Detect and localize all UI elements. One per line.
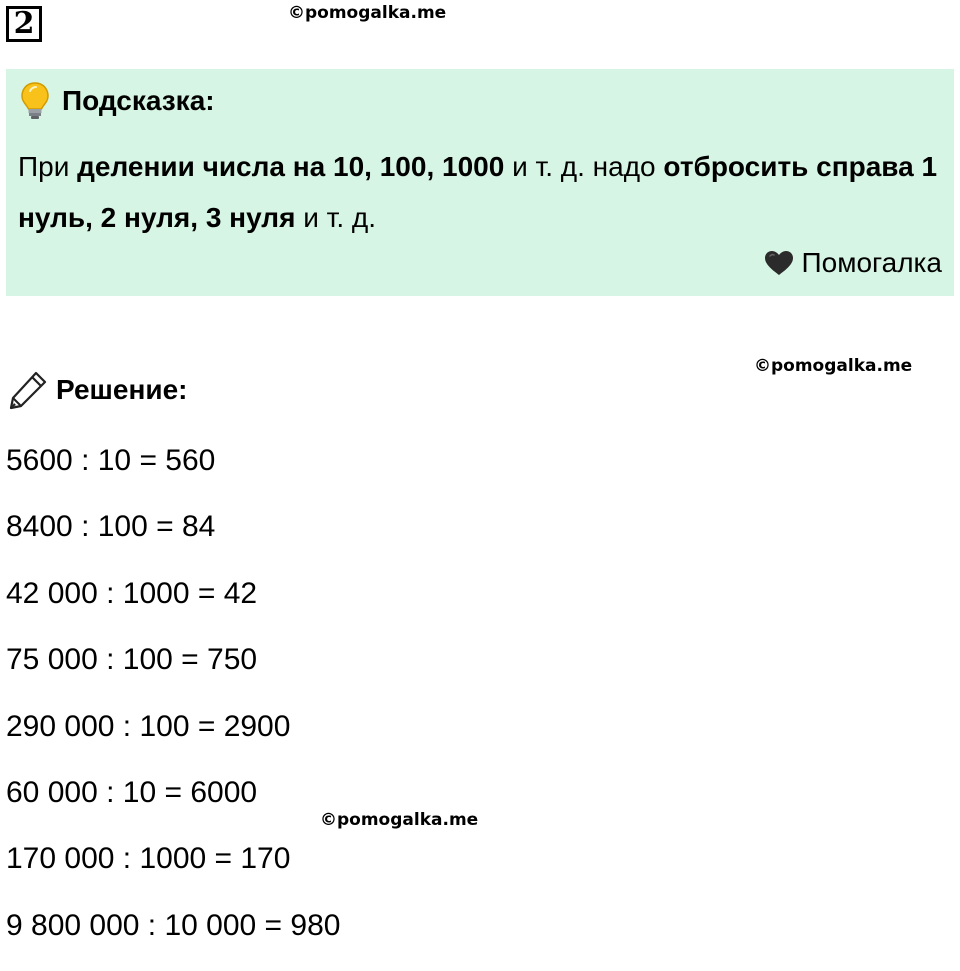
equation: 42 000 : 1000 = 42 — [6, 576, 258, 610]
watermark: ©pomogalka.me — [754, 356, 913, 376]
hint-text-part: отбросить справа 1 нуль, 2 нуля, 3 нуля — [18, 151, 938, 233]
equation: 290 000 : 100 = 2900 — [6, 709, 291, 743]
hint-text-part: делении числа на 10, 100, 1000 — [77, 151, 505, 182]
equation: 60 000 : 10 = 6000 — [6, 775, 258, 809]
equation: 5600 : 10 = 560 — [6, 444, 216, 477]
hint-box — [6, 69, 954, 296]
watermark: ©pomogalka.me — [288, 3, 447, 23]
equation: 75 000 : 100 = 750 — [6, 643, 258, 677]
hint-signature — [764, 247, 942, 279]
hint-header — [20, 81, 215, 121]
hint-text-part: и т. д. — [295, 202, 377, 233]
solution-header — [8, 369, 187, 411]
equation-list — [6, 440, 340, 971]
lightbulb-icon — [20, 81, 50, 121]
hint-text-part: При — [18, 151, 78, 182]
task-number-badge: 2 — [6, 6, 42, 42]
equation: 9 800 000 : 10 000 = 980 — [6, 908, 341, 942]
equation: 8400 : 100 = 84 — [6, 510, 216, 544]
hint-title: Подсказка: — [62, 85, 215, 116]
hint-text-part: и т. д. надо — [504, 151, 664, 182]
watermark: ©pomogalka.me — [320, 810, 479, 830]
equation: 170 000 : 1000 = 170 — [6, 842, 291, 876]
heart-icon — [764, 250, 794, 276]
signature-text: Помогалка — [801, 247, 942, 278]
solution-title: Решение: — [56, 374, 188, 405]
pencil-icon — [8, 370, 48, 410]
hint-text — [18, 141, 943, 243]
